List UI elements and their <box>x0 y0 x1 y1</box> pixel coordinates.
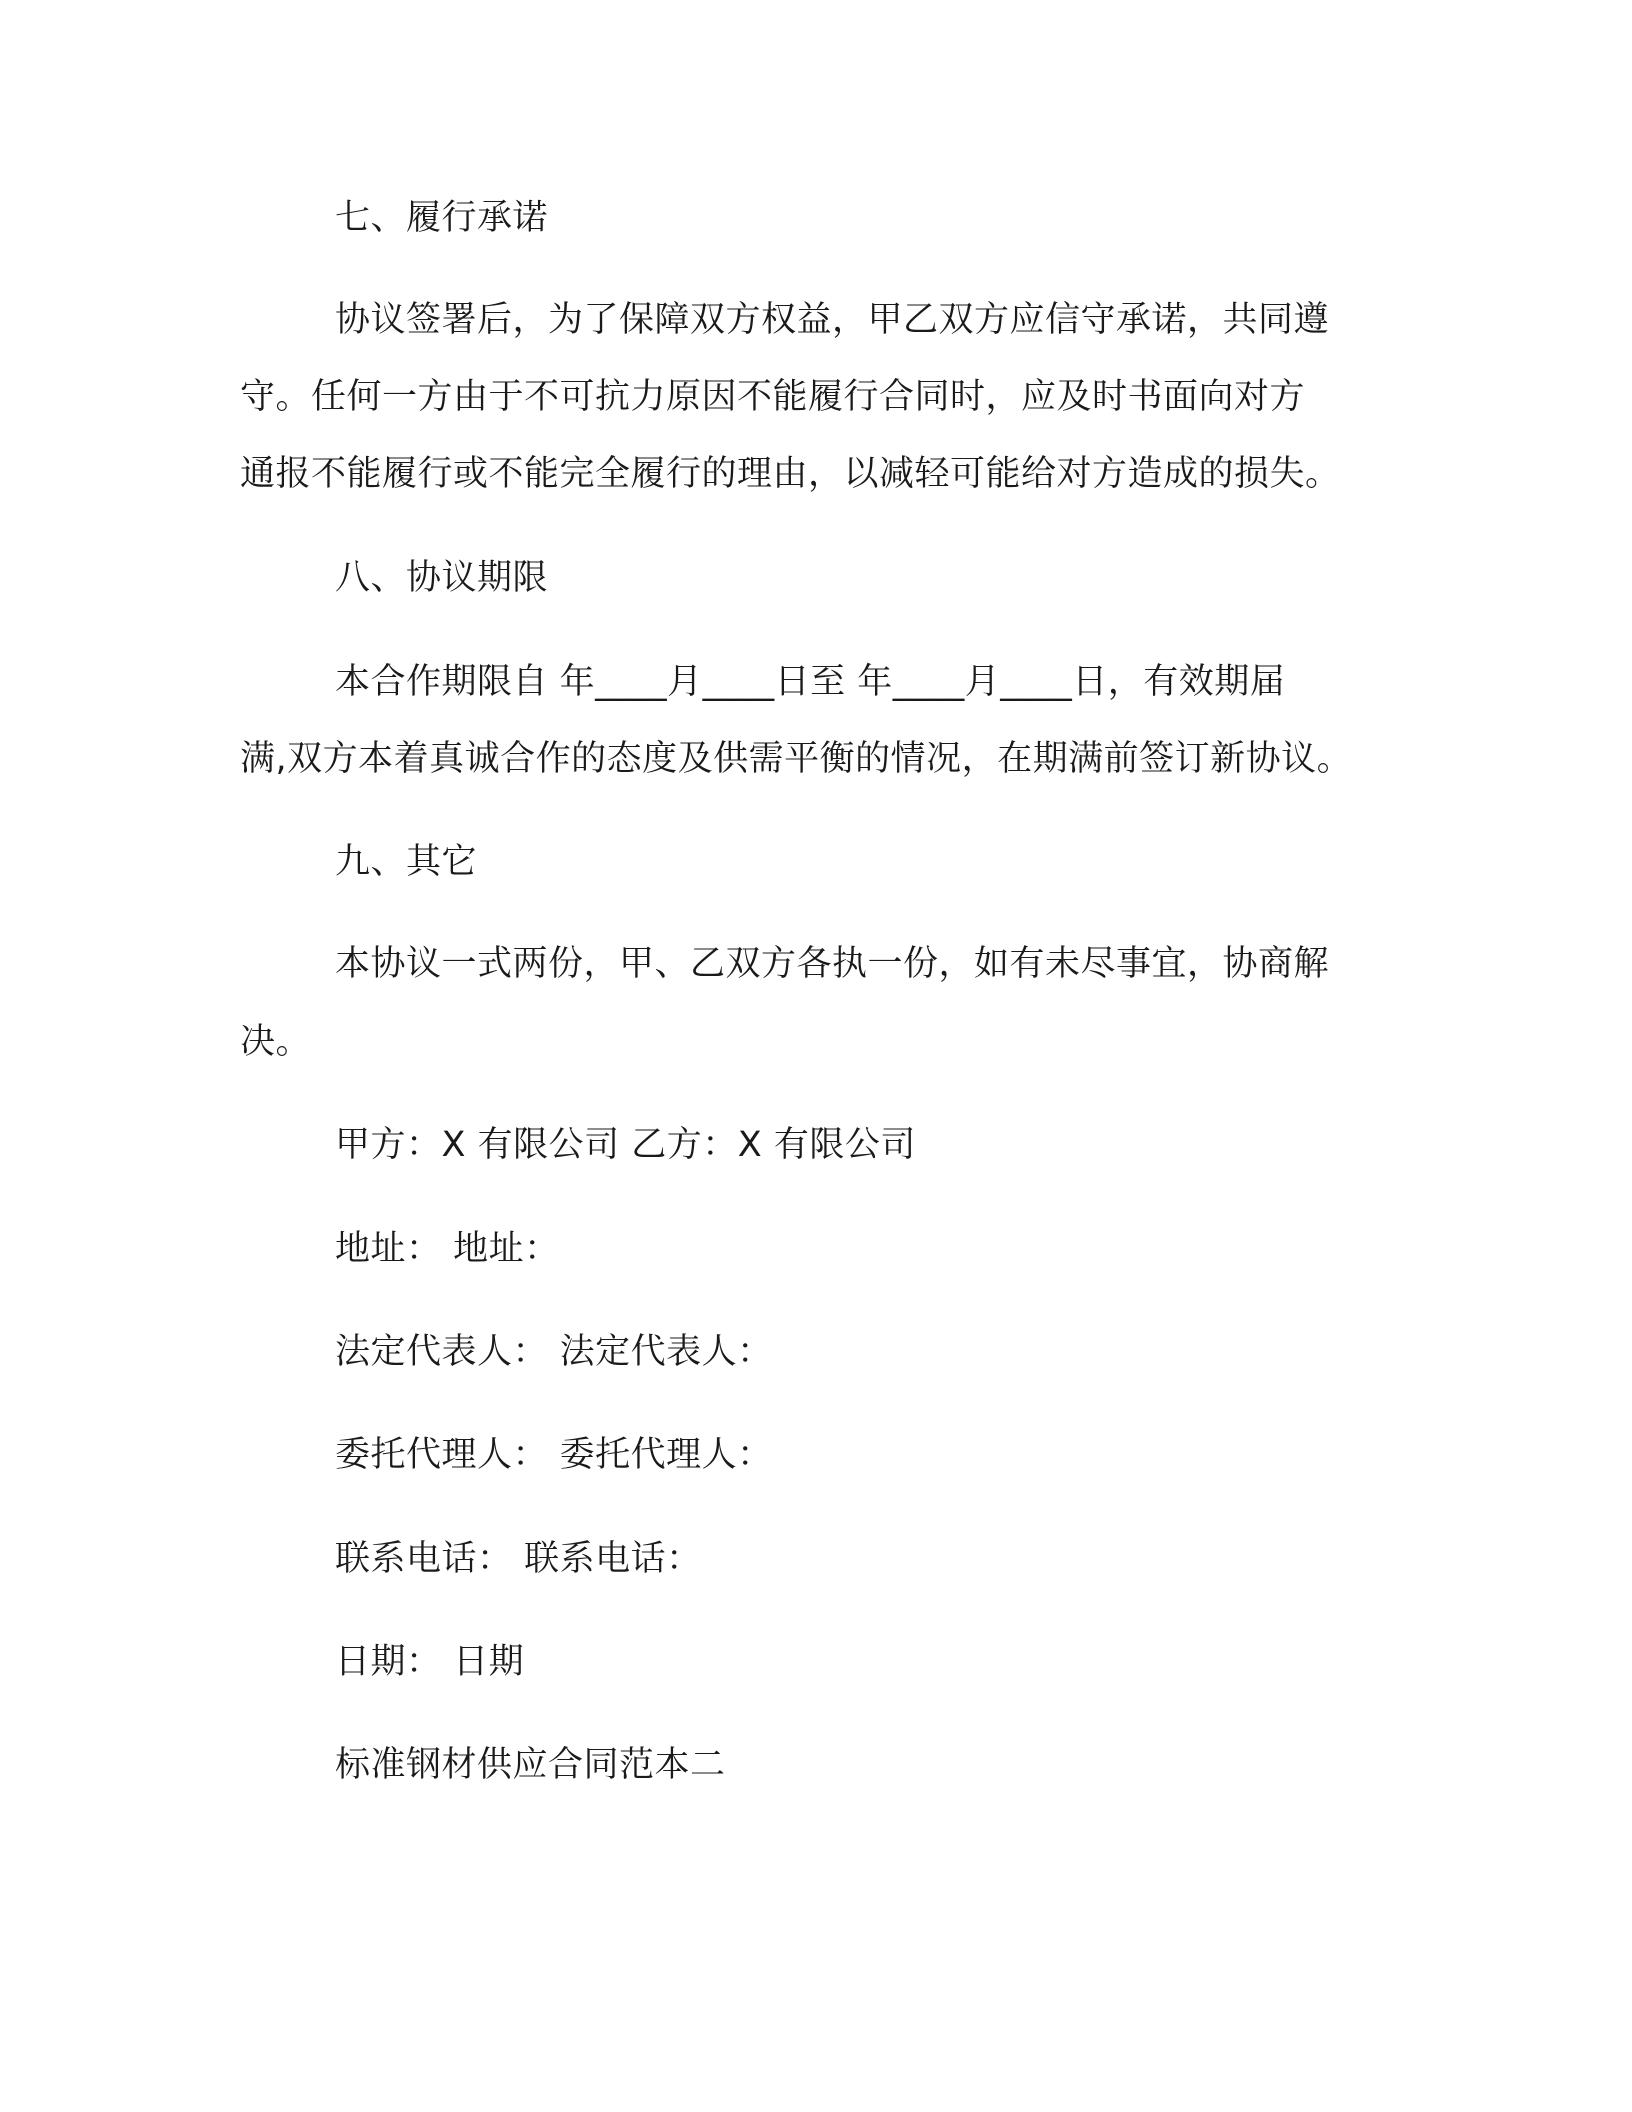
section-7-paragraph-line-3: 通报不能履行或不能完全履行的理由，以减轻可能给对方造成的损失。 <box>240 454 1341 494</box>
section-9-paragraph-line-1: 本协议一式两份，甲、乙双方各执一份，如有未尽事宜，协商解 <box>335 944 1330 984</box>
section-8-heading: 八、协议期限 <box>335 558 549 598</box>
next-contract-title: 标准钢材供应合同范本二 <box>335 1745 726 1785</box>
signature-parties: 甲方：X 有限公司 乙方：X 有限公司 <box>335 1125 916 1165</box>
signature-legal-representative: 法定代表人： 法定代表人： <box>335 1332 773 1372</box>
signature-address: 地址： 地址： <box>335 1229 560 1269</box>
section-8-paragraph-line-1: 本合作期限自 年____月____日至 年____月____日，有效期届 <box>335 662 1286 702</box>
signature-agent: 委托代理人： 委托代理人： <box>335 1435 773 1475</box>
section-8-paragraph-line-2: 满,双方本着真诚合作的态度及供需平衡的情况，在期满前签订新协议。 <box>240 739 1353 779</box>
section-9-heading: 九、其它 <box>335 842 478 882</box>
section-7-heading: 七、履行承诺 <box>335 198 549 238</box>
signature-phone: 联系电话： 联系电话： <box>335 1539 702 1579</box>
section-9-paragraph-line-2: 决。 <box>240 1022 312 1062</box>
section-7-paragraph-line-1: 协议签署后，为了保障双方权益，甲乙双方应信守承诺，共同遵 <box>335 300 1330 340</box>
section-7-paragraph-line-2: 守。任何一方由于不可抗力原因不能履行合同时，应及时书面向对方 <box>240 377 1306 417</box>
signature-date: 日期： 日期 <box>335 1642 525 1682</box>
